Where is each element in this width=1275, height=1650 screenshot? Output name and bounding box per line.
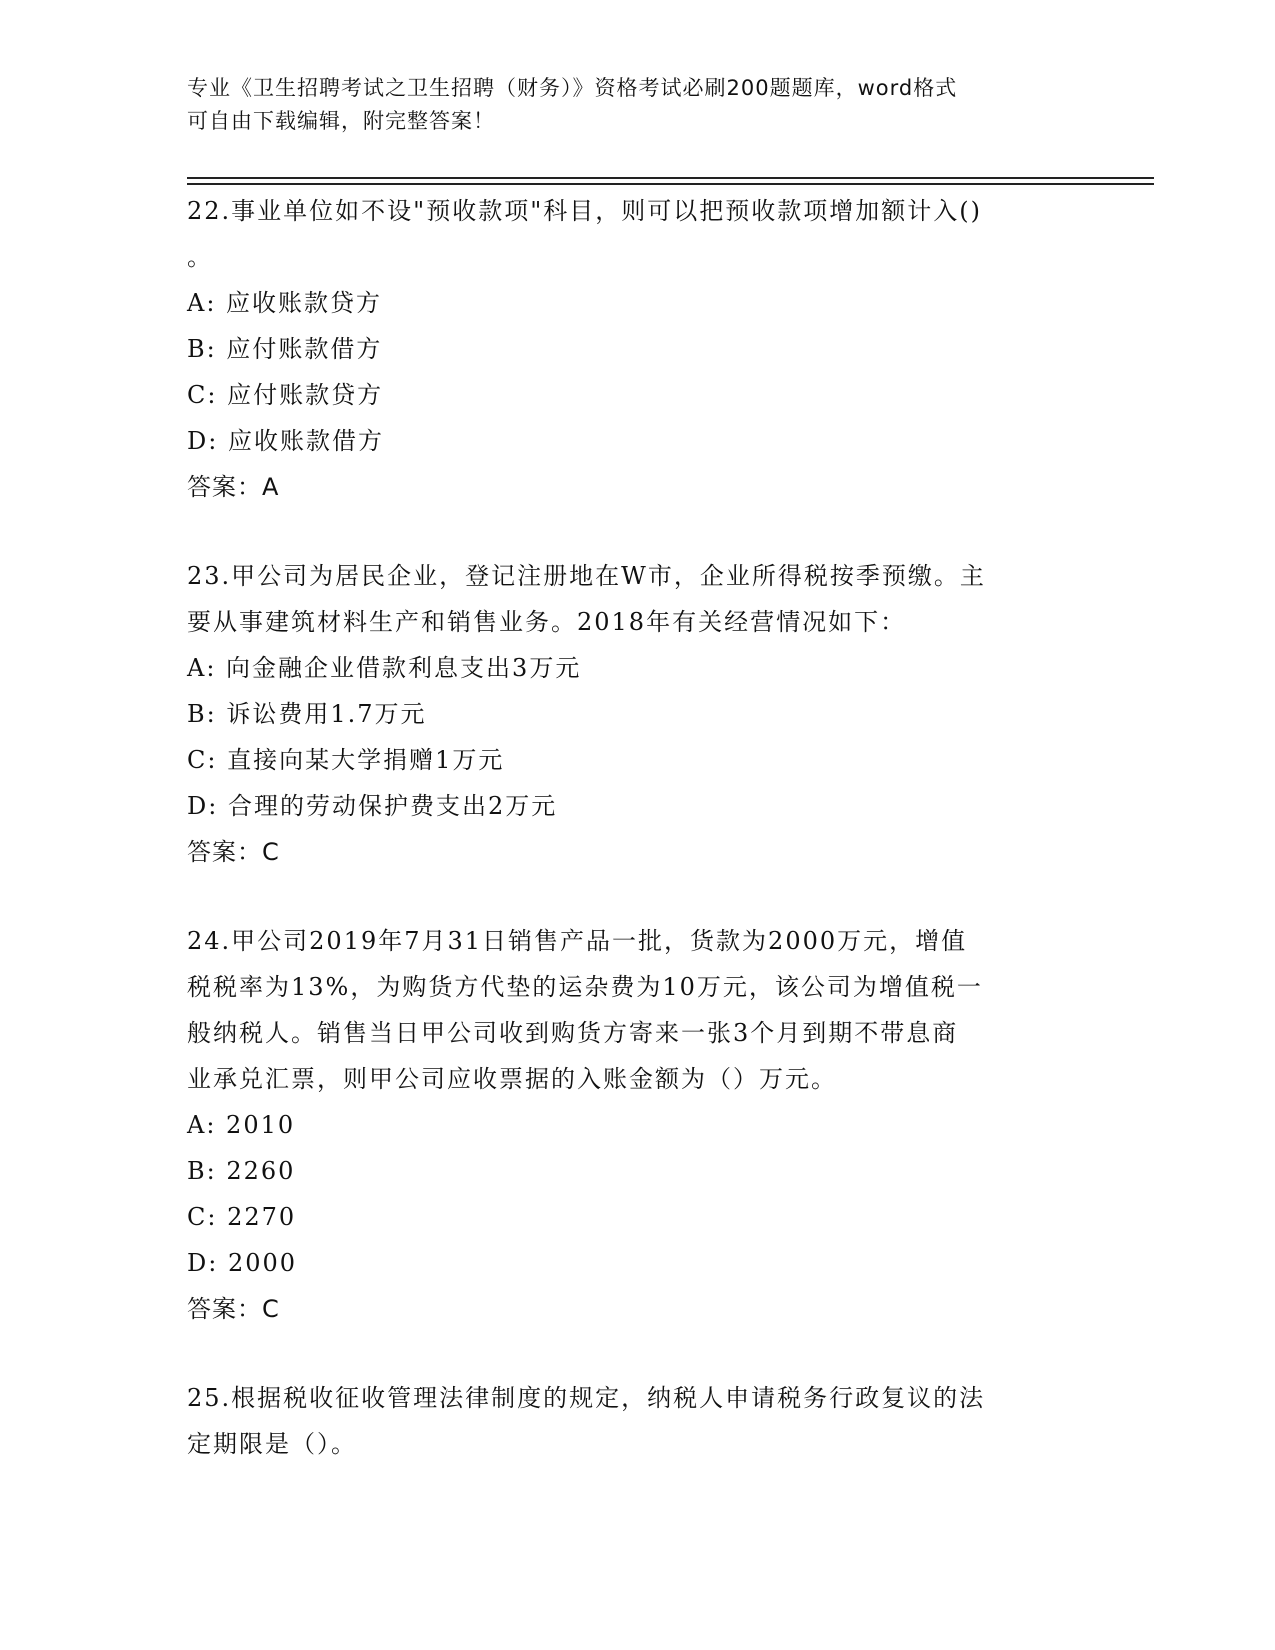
question-25	[187, 1375, 1067, 1467]
question-stem-line: 要从事建筑材料生产和销售业务。2018年有关经营情况如下：	[187, 608, 907, 636]
answer-line: 答案：C	[187, 1295, 280, 1323]
option-a: A: 应收账款贷方	[187, 289, 383, 317]
option-c: C: 应付账款贷方	[187, 381, 384, 409]
question-stem-line: 。	[187, 243, 213, 271]
option-a: A: 向金融企业借款利息支出3万元	[187, 654, 582, 682]
option-d: D: 合理的劳动保护费支出2万元	[187, 792, 558, 820]
option-d: D: 应收账款借方	[187, 427, 384, 455]
question-stem-line: 22.事业单位如不设"预收款项"科目，则可以把预收款项增加额计入()	[187, 197, 982, 225]
option-b: B: 2260	[187, 1157, 296, 1185]
question-22	[187, 188, 1067, 510]
question-stem-line: 税税率为13%，为购货方代垫的运杂费为10万元，该公司为增值税一	[187, 973, 983, 1001]
answer-line: 答案：C	[187, 838, 280, 866]
question-stem-line: 般纳税人。销售当日甲公司收到购货方寄来一张3个月到期不带息商	[187, 1019, 959, 1047]
question-24	[187, 918, 1067, 1332]
option-b: B: 诉讼费用1.7万元	[187, 700, 427, 728]
header-divider-bottom	[187, 183, 1154, 185]
option-c: C: 2270	[187, 1203, 297, 1231]
option-b: B: 应付账款借方	[187, 335, 383, 363]
option-d: D: 2000	[187, 1249, 298, 1277]
document-header	[187, 72, 1067, 138]
header-line-2: 可自由下载编辑，附完整答案！	[187, 109, 495, 133]
header-divider-top	[187, 177, 1154, 179]
question-23	[187, 553, 1067, 875]
option-a: A: 2010	[187, 1111, 296, 1139]
option-c: C: 直接向某大学捐赠1万元	[187, 746, 505, 774]
question-stem-line: 24.甲公司2019年7月31日销售产品一批，货款为2000万元，增值	[187, 927, 968, 955]
question-stem-line: 25.根据税收征收管理法律制度的规定，纳税人申请税务行政复议的法	[187, 1384, 986, 1412]
question-stem-line: 定期限是（）。	[187, 1430, 357, 1458]
question-stem-line: 业承兑汇票，则甲公司应收票据的入账金额为（）万元。	[187, 1065, 837, 1093]
question-stem-line: 23.甲公司为居民企业，登记注册地在W市，企业所得税按季预缴。主	[187, 562, 986, 590]
answer-line: 答案：A	[187, 473, 280, 501]
header-line-1: 专业《卫生招聘考试之卫生招聘（财务）》资格考试必刷200题题库，word格式	[187, 76, 958, 100]
